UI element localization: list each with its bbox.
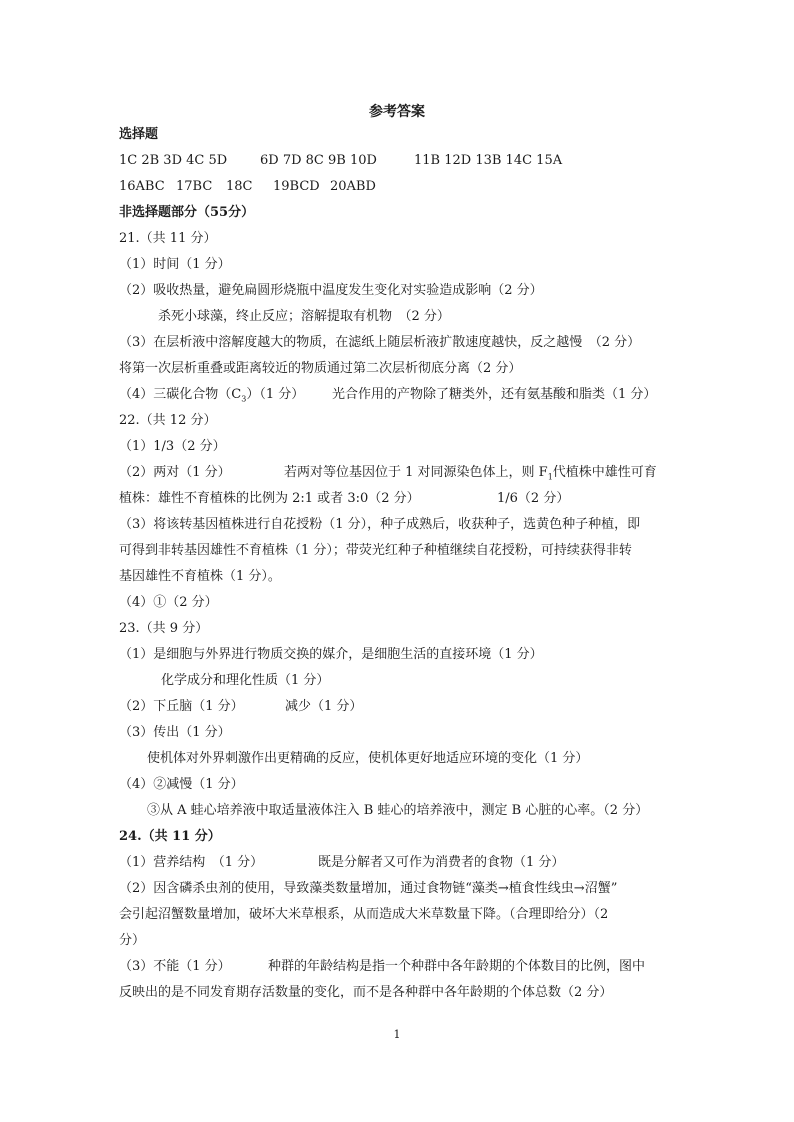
q23-line-7: ③从 A 蛙心培养液中取适量液体注入 B 蛙心的培养液中，测定 B 心脏的心率。（2 分） bbox=[147, 803, 649, 818]
q21-header: 21.（共 11 分） bbox=[119, 231, 217, 246]
q24-header: 24.（共 11 分） bbox=[119, 829, 221, 844]
mc-group-1: 1C 2B 3D 4C 5D bbox=[119, 153, 228, 168]
q22-line-1: （1）1/3（2 分） bbox=[119, 439, 226, 454]
mc-group-3: 11B 12D 13B 14C 15A bbox=[414, 153, 563, 168]
page-number: 1 bbox=[393, 1028, 401, 1041]
nonmc-heading: 非选择题部分（55分） bbox=[119, 205, 255, 220]
q22-f1-suffix: 代植株中雄性可育 bbox=[552, 465, 657, 480]
q23-line-1: （1）是细胞与外界进行物质交换的媒介，是细胞生活的直接环境（1 分） bbox=[119, 647, 543, 662]
q22-header: 22.（共 12 分） bbox=[119, 413, 217, 428]
q24-line-1-explanation: 既是分解者又可作为消费者的食物（1 分） bbox=[318, 855, 565, 870]
q21-c3-subscript: 3 bbox=[241, 394, 247, 404]
q21-line-2: （2）吸收热量，避免扁圆形烧瓶中温度发生变化对实验造成影响（2 分） bbox=[119, 283, 543, 298]
q24-line-1-answer: （1）营养结构 （1 分） bbox=[119, 855, 264, 870]
q22-f1-subscript: 1 bbox=[547, 472, 553, 482]
q21-c3-prefix: （4）三碳化合物（C bbox=[119, 387, 242, 402]
mc-answer-19: 19BCD bbox=[273, 179, 320, 194]
q22-line-5: 可得到非转基因雄性不育植株（1 分）；带荧光红种子种植继续自花授粉，可持续获得非转 bbox=[119, 543, 632, 558]
mc-answer-17: 17BC bbox=[176, 179, 213, 194]
q22-line-3-ratio: 植株：雄性不育植株的比例为 2:1 或者 3:0（2 分） bbox=[119, 491, 420, 506]
q21-line-5: 将第一次层析重叠或距离较近的物质通过第二次层析彻底分离（2 分） bbox=[119, 361, 522, 376]
q22-line-4: （3）将该转基因植株进行自花授粉（1 分），种子成熟后，收获种子，选黄色种子种植，即 bbox=[119, 517, 641, 532]
q24-line-2: （2）因含磷杀虫剂的使用，导致藻类数量增加，通过食物链“藻类→植食性线虫→沼蟹” bbox=[119, 881, 618, 896]
q22-line-2-explanation bbox=[284, 464, 657, 482]
q23-line-6: （4）②减慢（1 分） bbox=[119, 777, 244, 792]
q23-line-5: 使机体对外界刺激作出更精确的反应，使机体更好地适应环境的变化（1 分） bbox=[147, 751, 589, 766]
q24-line-5-answer: （3）不能（1 分） bbox=[119, 959, 231, 974]
mc-answer-16: 16ABC bbox=[119, 179, 165, 194]
q22-f1-prefix: 若两对等位基因位于 1 对同源染色体上，则 F bbox=[284, 465, 548, 480]
q23-line-4: （3）传出（1 分） bbox=[119, 725, 231, 740]
q21-line-6-answer bbox=[119, 386, 304, 404]
q22-line-7: （4）①（2 分） bbox=[119, 595, 218, 610]
mc-answer-18: 18C bbox=[226, 179, 253, 194]
q21-c3-suffix: ）（1 分） bbox=[246, 387, 305, 402]
q24-line-4: 分） bbox=[119, 933, 146, 948]
q22-line-6: 基因雄性不育植株（1 分）。 bbox=[119, 569, 281, 584]
q21-line-4: （3）在层析液中溶解度越大的物质，在滤纸上随层析液扩散速度越快，反之越慢 （2 分） bbox=[119, 335, 641, 350]
q22-line-3-probability: 1/6（2 分） bbox=[497, 491, 570, 506]
mc-heading: 选择题 bbox=[119, 127, 159, 142]
mc-group-2: 6D 7D 8C 9B 10D bbox=[260, 153, 377, 168]
q22-line-2-answer: （2）两对（1 分） bbox=[119, 465, 231, 480]
q23-line-2: 化学成分和理化性质（1 分） bbox=[161, 673, 330, 688]
q23-line-3-answer-a: （2）下丘脑（1 分） bbox=[119, 699, 244, 714]
q24-line-3: 会引起沼蟹数量增加，破坏大米草根系，从而造成大米草数量下降。（合理即给分）（2 bbox=[119, 907, 609, 922]
q21-line-6-explanation: 光合作用的产物除了糖类外，还有氨基酸和脂类（1 分） bbox=[332, 387, 657, 402]
q24-line-6: 反映出的是不同发育期存活数量的变化，而不是各种群中各年龄期的个体总数（2 分） bbox=[119, 985, 613, 1000]
page-title: 参考答案 bbox=[369, 104, 425, 120]
q23-header: 23.（共 9 分） bbox=[119, 621, 209, 636]
q21-line-3: 杀死小球藻，终止反应；溶解提取有机物 （2 分） bbox=[158, 309, 450, 324]
mc-answer-20: 20ABD bbox=[330, 179, 376, 194]
q21-line-1: （1）时间（1 分） bbox=[119, 257, 231, 272]
q23-line-3-answer-b: 减少（1 分） bbox=[285, 699, 363, 714]
q24-line-5-explanation: 种群的年龄结构是指一个种群中各年龄期的个体数目的比例，图中 bbox=[268, 959, 646, 974]
